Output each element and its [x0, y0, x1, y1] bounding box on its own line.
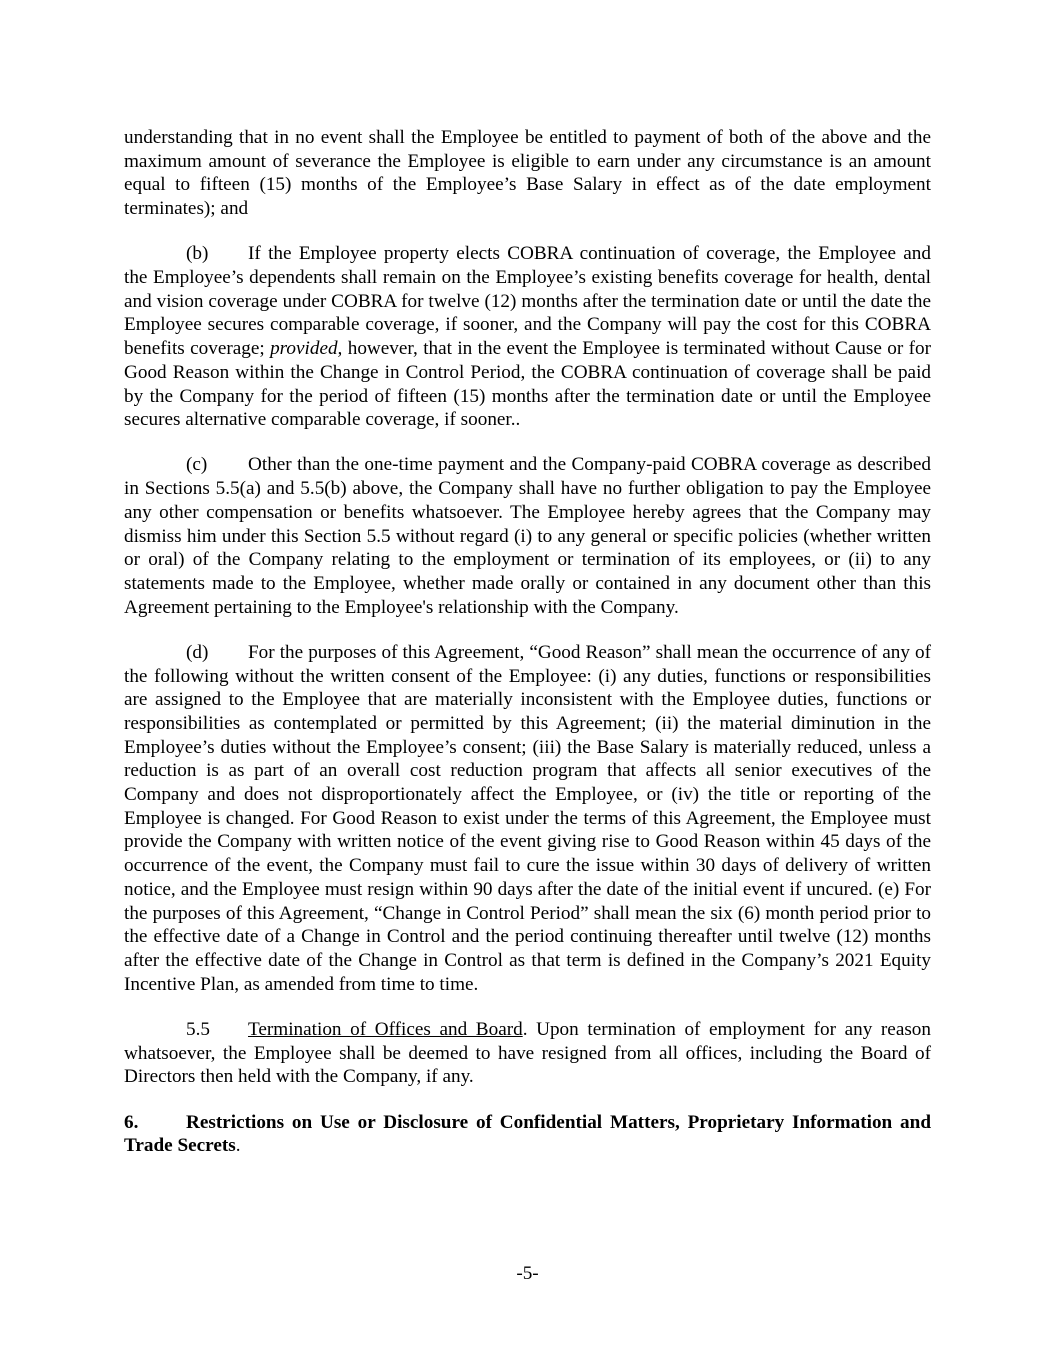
paragraph-d — [124, 641, 931, 997]
paragraph-d-label: (d) — [186, 641, 209, 663]
section-6-heading — [124, 1111, 931, 1158]
paragraph-b — [124, 242, 931, 432]
document-body — [124, 126, 931, 1179]
paragraph-d-text: For the purposes of this Agreement, “Good Reason” shall mean the occurrence of any of the following without the written consent of the Employee: (i) any duties, functions or responsibilities are assigned to the Employee that are materially inconsistent with the Employee duties, functions or responsibilities as contemplated or permitted by this Agreement; (ii) the material diminution in the Employee’s duties without the Employee’s consent; (iii) the Base Salary is materially reduced, unless a reduction is as part of an overall cost reduction program that affects all senior executives of the Company and does not disproportionately affect the Employee, or (iv) the title or reporting of the Employee is changed. For Good Reason to exist under the terms of this Agreement, the Employee must provide the Company with written notice of the event giving rise to Good Reason within 45 days of the occurrence of the event, the Company must fail to cure the issue within 30 days of delivery of written notice, and the Employee must resign within 90 days after the date of the initial event if uncured. (e) For the purposes of this Agreement, “Change in Control Period” shall mean the six (6) month period prior to the effective date of a Change in Control and the period continuing thereafter until twelve (12) months after the effective date of the Change in Control as that term is defined in the Company’s 2021 Equity Incentive Plan, as amended from time to time. — [124, 641, 931, 995]
paragraph-b-italic: provided, — [270, 338, 343, 360]
paragraph-b-text-after: however, that in the event the Employee is terminated without Cause or for Good Reason within the Change in Control Period, the COBRA continuation of coverage shall be paid by the Company for the period of fifteen (15) months after the termination date or until the Employee secures alternative comparable coverage, if sooner.. — [124, 338, 931, 431]
paragraph-b-label: (b) — [186, 243, 209, 265]
section-5-5-number: 5.5 — [186, 1018, 210, 1040]
paragraph-c-label: (c) — [186, 454, 208, 476]
page-number: -5- — [516, 1263, 539, 1284]
section-5-5-text: . Upon termination of employment for any reason whatsoever, the Employee shall be deemed to have resigned from all offices, including the Board of Directors then held with the Company, if any. — [124, 1018, 931, 1088]
section-6-number: 6. — [124, 1111, 139, 1133]
section-6-period: . — [235, 1135, 241, 1157]
paragraph-c — [124, 453, 931, 619]
paragraph-c-text: Other than the one-time payment and the Company-paid COBRA coverage as described in Sections 5.5(a) and 5.5(b) above, the Company shall have no further obligation to pay the Employee any other compensation or benefits whatsoever. The Employee hereby agrees that the Company may dismiss him under this Section 5.5 without regard (i) to any general or specific policies (whether written or oral) of the Company relating to the employment or termination of its employees, or (ii) to any statements made to the Employee, whether made orally or contained in any document other than this Agreement pertaining to the Employee's relationship with the Company. — [124, 454, 931, 618]
section-5-5-title: Termination of Offices and Board — [248, 1018, 523, 1040]
section-6-title: Restrictions on Use or Disclosure of Confidential Matters, Proprietary Information and Trade Secrets — [124, 1111, 931, 1157]
paragraph-intro: understanding that in no event shall the Employee be entitled to payment of both of the above and the maximum amount of severance the Employee is eligible to earn under any circumstance is an amount equal to fifteen (15) months of the Employee’s Base Salary in effect as of the date employment terminates); and — [124, 127, 931, 220]
paragraph-b-text-before: If the Employee property elects COBRA continuation of coverage, the Employee and the Employee’s dependents shall remain on the Employee’s existing benefits coverage for health, dental and vision coverage under COBRA for twelve (12) months after the termination date or until the date the Employee secures comparable coverage, if sooner, and the Company will pay the cost for this COBRA benefits coverage; — [124, 243, 931, 360]
section-5-5 — [124, 1018, 931, 1089]
